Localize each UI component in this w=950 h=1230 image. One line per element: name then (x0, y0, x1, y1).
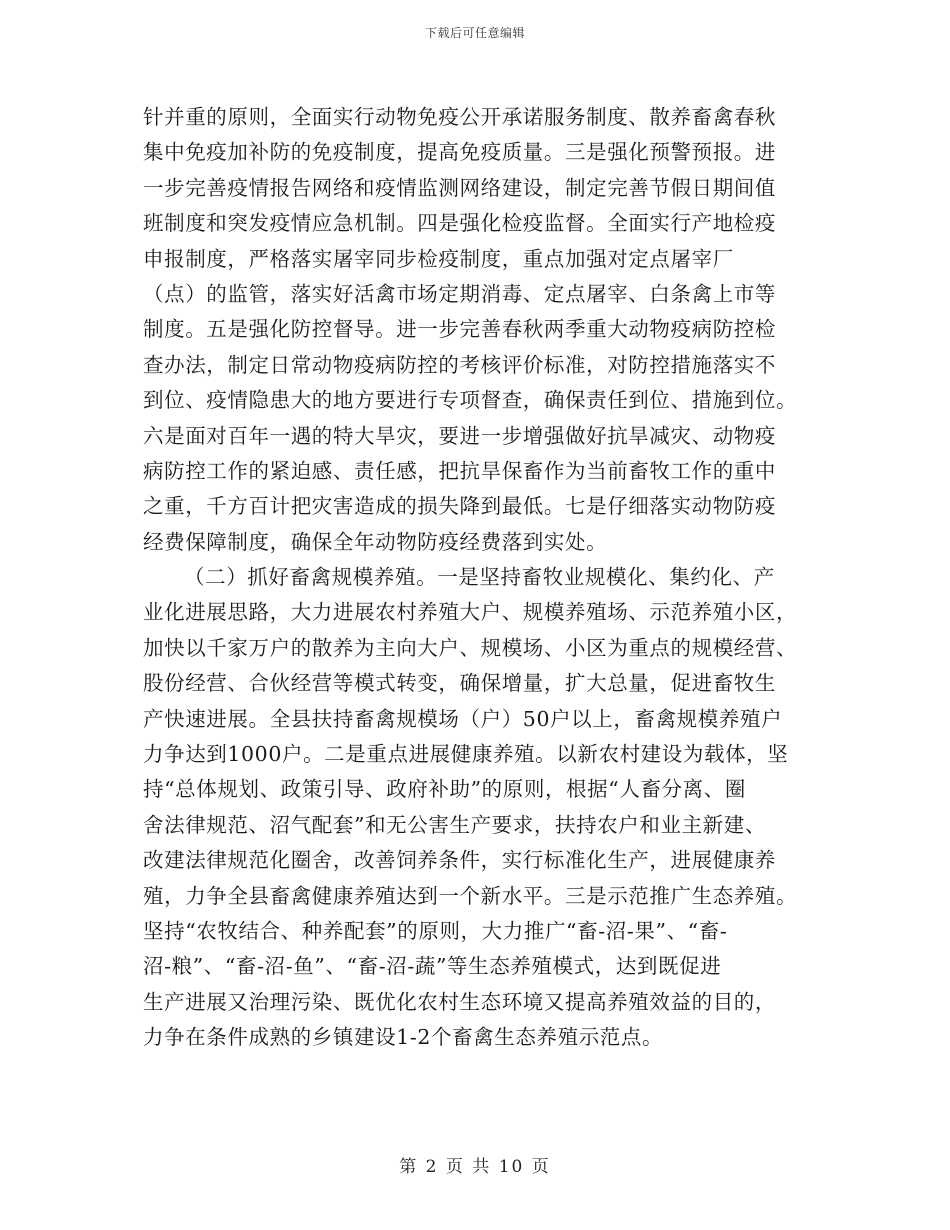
text-line: 舍法律规范、沼气配套”和无公害生产要求，扶持农户和业主新建、 (143, 812, 766, 837)
text-line: 之重，千方百计把灾害造成的损失降到最低。七是仔细落实动物防疫 (143, 494, 776, 519)
text-line: 一步完善疫情报告网络和疫情监测网络建设，制定完善节假日期间值 (143, 175, 776, 200)
section-heading-line: （二）抓好畜禽规模养殖。一是坚持畜牧业规模化、集约化、产 (184, 565, 775, 590)
text-line: 班制度和突发疫情应急机制。四是强化检疫监督。全面实行产地检疫 (143, 211, 776, 236)
text-line: 业化进展思路，大力进展农村养殖大户、规模养殖场、示范养殖小区， (143, 600, 798, 625)
text-line: 经费保障制度，确保全年动物防疫经费落到实处。 (143, 529, 608, 554)
text-line: 申报制度，严格落实屠宰同步检疫制度，重点加强对定点屠宰厂 (143, 246, 734, 271)
text-line: 制度。五是强化防控督导。进一步完善春秋两季重大动物疫病防控检 (143, 317, 776, 342)
document-body (143, 100, 811, 1056)
page-header: 下载后可任意编辑 (424, 26, 525, 40)
text-line: 改建法律规范化圈舍，改善饲养条件，实行标准化生产，进展健康养 (143, 848, 776, 873)
text-line: 殖，力争全县畜禽健康养殖达到一个新水平。三是示范推广生态养殖。 (143, 883, 798, 908)
text-line: 到位、疫情隐患大的地方要进行专项督查，确保责任到位、措施到位。 (143, 388, 798, 413)
text-line: 查办法，制定日常动物疫病防控的考核评价标准，对防控措施落实不 (143, 352, 776, 377)
text-line: 病防控工作的紧迫感、责任感，把抗旱保畜作为当前畜牧工作的重中 (143, 458, 776, 483)
text-line: 沼-粮”、“畜-沼-鱼”、“畜-沼-蔬”等生态养殖模式，达到既促进 (143, 954, 722, 979)
text-line: 坚持“农牧结合、种养配套”的原则，大力推广“畜-沼-果”、“畜- (143, 918, 728, 943)
text-line: 生产进展又治理污染、既优化农村生态环境又提高养殖效益的目的， (143, 989, 776, 1014)
text-line: 加快以千家万户的散养为主向大户、规模场、小区为重点的规模经营、 (143, 635, 798, 660)
text-line: 六是面对百年一遇的特大旱灾，要进一步增强做好抗旱减灾、动物疫 (143, 423, 776, 448)
page-number: 第 2 页 共 10 页 (399, 1157, 551, 1177)
text-line: 产快速进展。全县扶持畜禽规模场（户）50户以上，畜禽规模养殖户 (143, 706, 783, 731)
text-line: 力争达到1000户。二是重点进展健康养殖。以新农村建设为载体，坚 (143, 742, 789, 767)
text-line: 针并重的原则，全面实行动物免疫公开承诺服务制度、散养畜禽春秋 (143, 105, 776, 129)
text-line: 集中免疫加补防的免疫制度，提高免疫质量。三是强化预警预报。进 (143, 140, 776, 165)
text-line: 股份经营、合伙经营等模式转变，确保增量，扩大总量，促进畜牧生 (143, 671, 776, 696)
text-line: 力争在条件成熟的乡镇建设1-2个畜禽生态养殖示范点。 (143, 1025, 664, 1050)
text-line: 持“总体规划、政策引导、政府补助”的原则，根据“人畜分离、圈 (143, 777, 746, 802)
text-line: （点）的监管，落实好活禽市场定期消毒、定点屠宰、白条禽上市等 (143, 281, 776, 306)
